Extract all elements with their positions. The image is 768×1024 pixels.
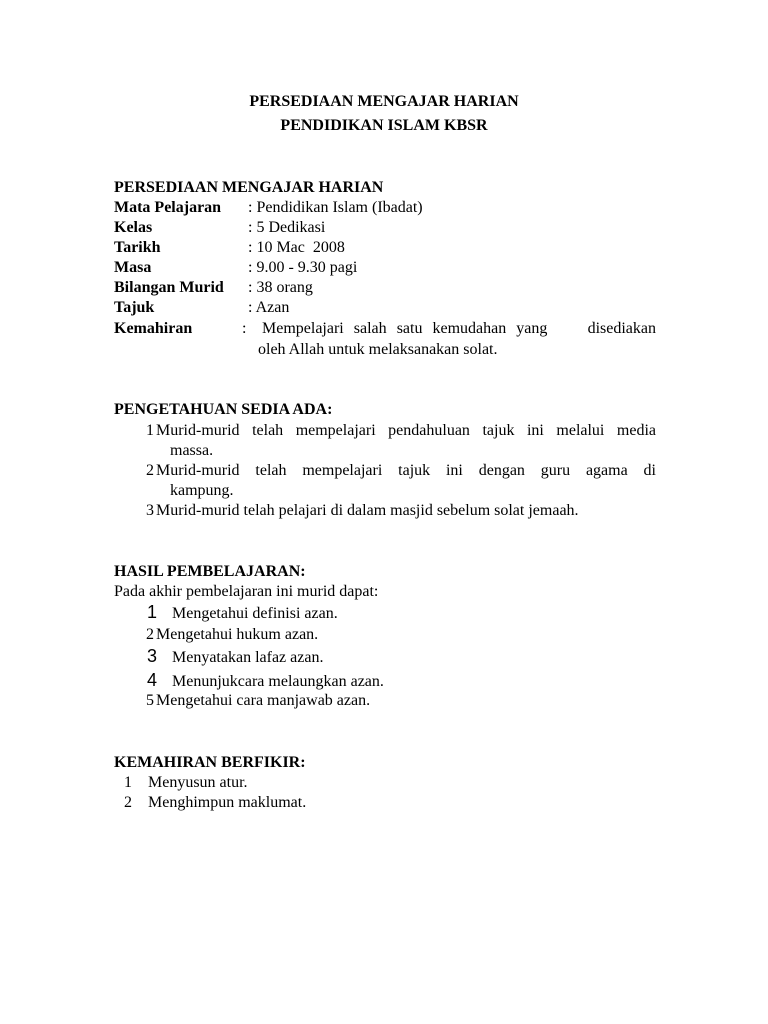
hasil-item-number: 2: [146, 626, 154, 643]
hasil-item-text: Menunjukcara melaungkan azan.: [172, 673, 384, 690]
berfikir-heading: KEMAHIRAN BERFIKIR:: [114, 754, 306, 771]
berfikir-item-text: Menghimpun maklumat.: [148, 794, 307, 811]
pengetahuan-item-number: 2: [146, 462, 154, 479]
berfikir-item-number: 1: [124, 774, 132, 791]
info-value-kemahiran-line2: oleh Allah untuk melaksanakan solat.: [258, 341, 498, 358]
hasil-item-number: 4: [147, 670, 158, 690]
info-value-masa: : 9.00 - 9.30 pagi: [248, 259, 358, 276]
pengetahuan-item-number: 1: [146, 422, 154, 439]
info-heading: PERSEDIAAN MENGAJAR HARIAN: [114, 179, 384, 196]
hasil-item-number: 3: [147, 646, 158, 666]
info-label-mata-pelajaran: Mata Pelajaran: [114, 199, 222, 216]
pengetahuan-item-text: Murid-murid telah pelajari di dalam masjid sebelum solat jemaah.: [156, 502, 579, 519]
info-value-tajuk: : Azan: [248, 299, 290, 316]
berfikir-item-text: Menyusun atur.: [148, 774, 248, 791]
pengetahuan-item-text: Murid-murid telah mempelajari pendahuluan tajuk ini melalui media: [156, 422, 656, 439]
info-value-bilangan-murid: : 38 orang: [248, 279, 313, 296]
info-label-masa: Masa: [114, 259, 152, 276]
info-value-kemahiran-colon: :: [242, 320, 247, 337]
hasil-item-text: Mengetahui hukum azan.: [156, 626, 319, 643]
info-value-mata-pelajaran: : Pendidikan Islam (Ibadat): [248, 199, 423, 216]
pengetahuan-item-number: 3: [146, 502, 154, 519]
info-label-tajuk: Tajuk: [114, 299, 155, 316]
pengetahuan-item-text-cont: kampung.: [170, 482, 234, 499]
pengetahuan-item-text-cont: massa.: [170, 442, 214, 459]
hasil-item-number: 1: [147, 602, 158, 622]
info-label-kemahiran: Kemahiran: [114, 320, 193, 337]
doc-title-line1: PERSEDIAAN MENGAJAR HARIAN: [249, 93, 519, 110]
hasil-item-number: 5: [146, 692, 154, 709]
info-value-tarikh: : 10 Mac 2008: [248, 239, 345, 256]
info-label-kelas: Kelas: [114, 219, 153, 236]
info-label-bilangan-murid: Bilangan Murid: [114, 279, 224, 296]
info-label-tarikh: Tarikh: [114, 239, 161, 256]
hasil-heading: HASIL PEMBELAJARAN:: [114, 563, 306, 580]
hasil-item-text: Mengetahui definisi azan.: [172, 605, 338, 622]
berfikir-item-number: 2: [124, 794, 132, 811]
doc-title-line2: PENDIDIKAN ISLAM KBSR: [280, 117, 488, 134]
info-value-kemahiran-line1: Mempelajari salah satu kemudahan yang disediakan: [262, 320, 656, 337]
pengetahuan-heading: PENGETAHUAN SEDIA ADA:: [114, 401, 333, 418]
hasil-item-text: Menyatakan lafaz azan.: [172, 649, 324, 666]
hasil-intro: Pada akhir pembelajaran ini murid dapat:: [114, 583, 379, 600]
pengetahuan-item-text: Murid-murid telah mempelajari tajuk ini dengan guru agama di: [156, 462, 656, 479]
hasil-item-text: Mengetahui cara manjawab azan.: [156, 692, 371, 709]
info-value-kelas: : 5 Dedikasi: [248, 219, 326, 236]
